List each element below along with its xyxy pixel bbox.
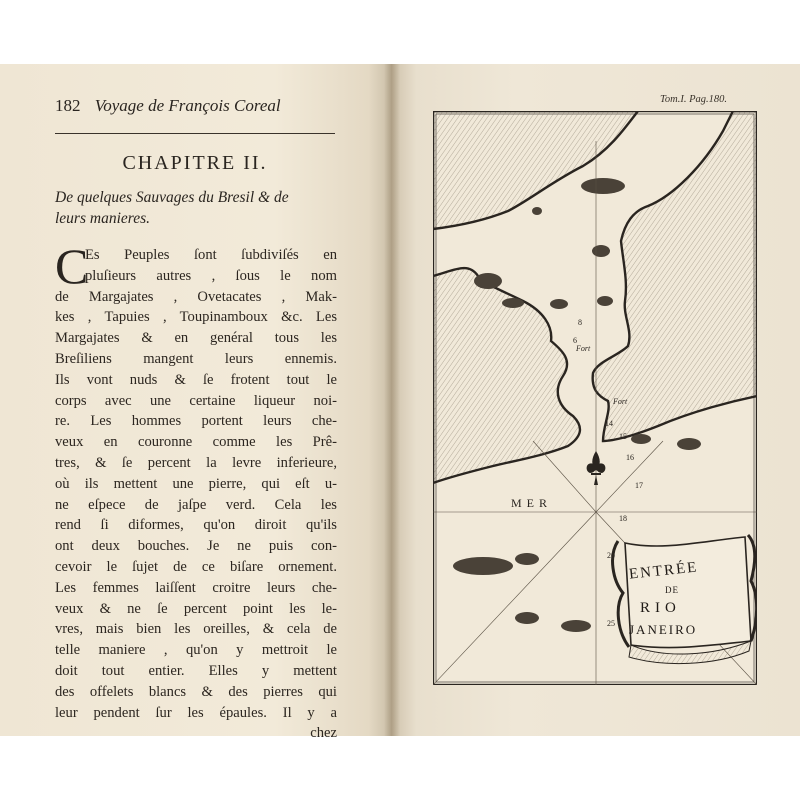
body-line: chez (310, 725, 337, 742)
drop-cap: C (55, 238, 89, 294)
depth-number: 25 (607, 619, 615, 628)
running-head (55, 96, 335, 116)
fort-label: Fort (576, 344, 591, 353)
body-line: leur pendent ſur les épaules. Il y a (55, 704, 337, 721)
body-line: tres, & ſe percent la levre inferieure, (55, 454, 337, 471)
subtitle-line: De quelques Sauvages du Bresil & de (55, 189, 289, 206)
body-line: Es Peuples ſont ſubdiviſés en (85, 247, 337, 263)
body-line: corps avec une certaine liqueur noi- (55, 392, 337, 409)
body-line: telle maniere , qu'on y mettroit le (55, 642, 337, 659)
header-rule (55, 133, 335, 134)
book-gutter (384, 64, 400, 736)
chapter-subtitle (55, 187, 337, 229)
body-line: doit tout entier. Elles y mettent (55, 662, 337, 679)
body-line: veux en couronne comme les Prê- (55, 434, 337, 451)
map-engraving (433, 111, 757, 685)
body-line: pluſieurs autres , ſous le nom (85, 267, 337, 284)
depth-number: 18 (619, 514, 627, 523)
body-line: cevoir le ſujet de ce biſare ornement. (55, 558, 337, 575)
depth-number: 17 (635, 481, 643, 490)
sea-label: MER (511, 496, 553, 510)
body-line: ne eſpece de jaſpe verd. Cela les (55, 496, 337, 513)
chapter-heading: CHAPITRE II. (122, 152, 268, 174)
body-line: ont deux bouches. Je ne puis con- (55, 538, 337, 555)
body-line: veux & ne ſe percent point les le- (55, 600, 337, 617)
body-line: re. Les hommes portent leurs che- (55, 413, 337, 430)
cartouche-line: ENTRÉE (628, 559, 700, 583)
depth-number: 20 (607, 551, 615, 560)
page-number: 182 (55, 96, 81, 115)
body-line: Margajates & en genéral tous les (55, 330, 337, 347)
rio-map (433, 111, 757, 685)
depth-number: 14 (605, 419, 613, 428)
body-line: rend ſi diformes, qu'on diroit qu'ils (55, 517, 337, 534)
cartouche-line: JANEIRO (629, 622, 698, 637)
fort-label: Fort (613, 397, 628, 406)
body-line: des offelets blancs & des pierres qui (55, 683, 337, 700)
body-line: kes , Tapuies , Toupinamboux &c. Les (55, 309, 337, 326)
depth-number: 15 (619, 432, 627, 441)
cartouche-line: DE (665, 585, 679, 595)
body-line: Ils vont nuds & ſe frotent tout le (55, 371, 337, 388)
body-text (55, 238, 337, 744)
running-title: Voyage de François Coreal (94, 96, 281, 115)
cartouche-line: RIO (640, 600, 681, 616)
depth-number: 8 (578, 318, 582, 327)
body-line: Les femmes laiſſent croitre leurs che- (55, 579, 337, 596)
body-line: de Margajates , Ovetacates , Mak- (55, 288, 337, 305)
depth-number: 6 (573, 336, 577, 345)
body-line: où ils mettent une pierre, qui eſt u- (55, 475, 337, 492)
body-line: Breſiliens mangent leurs ennemis. (55, 350, 337, 367)
subtitle-line: leurs manieres. (55, 210, 150, 227)
body-line: vres, mais bien les oreilles, & cela de (55, 621, 337, 638)
depth-number: 16 (626, 453, 634, 462)
plate-reference: Tom.I. Pag.180. (660, 94, 727, 105)
